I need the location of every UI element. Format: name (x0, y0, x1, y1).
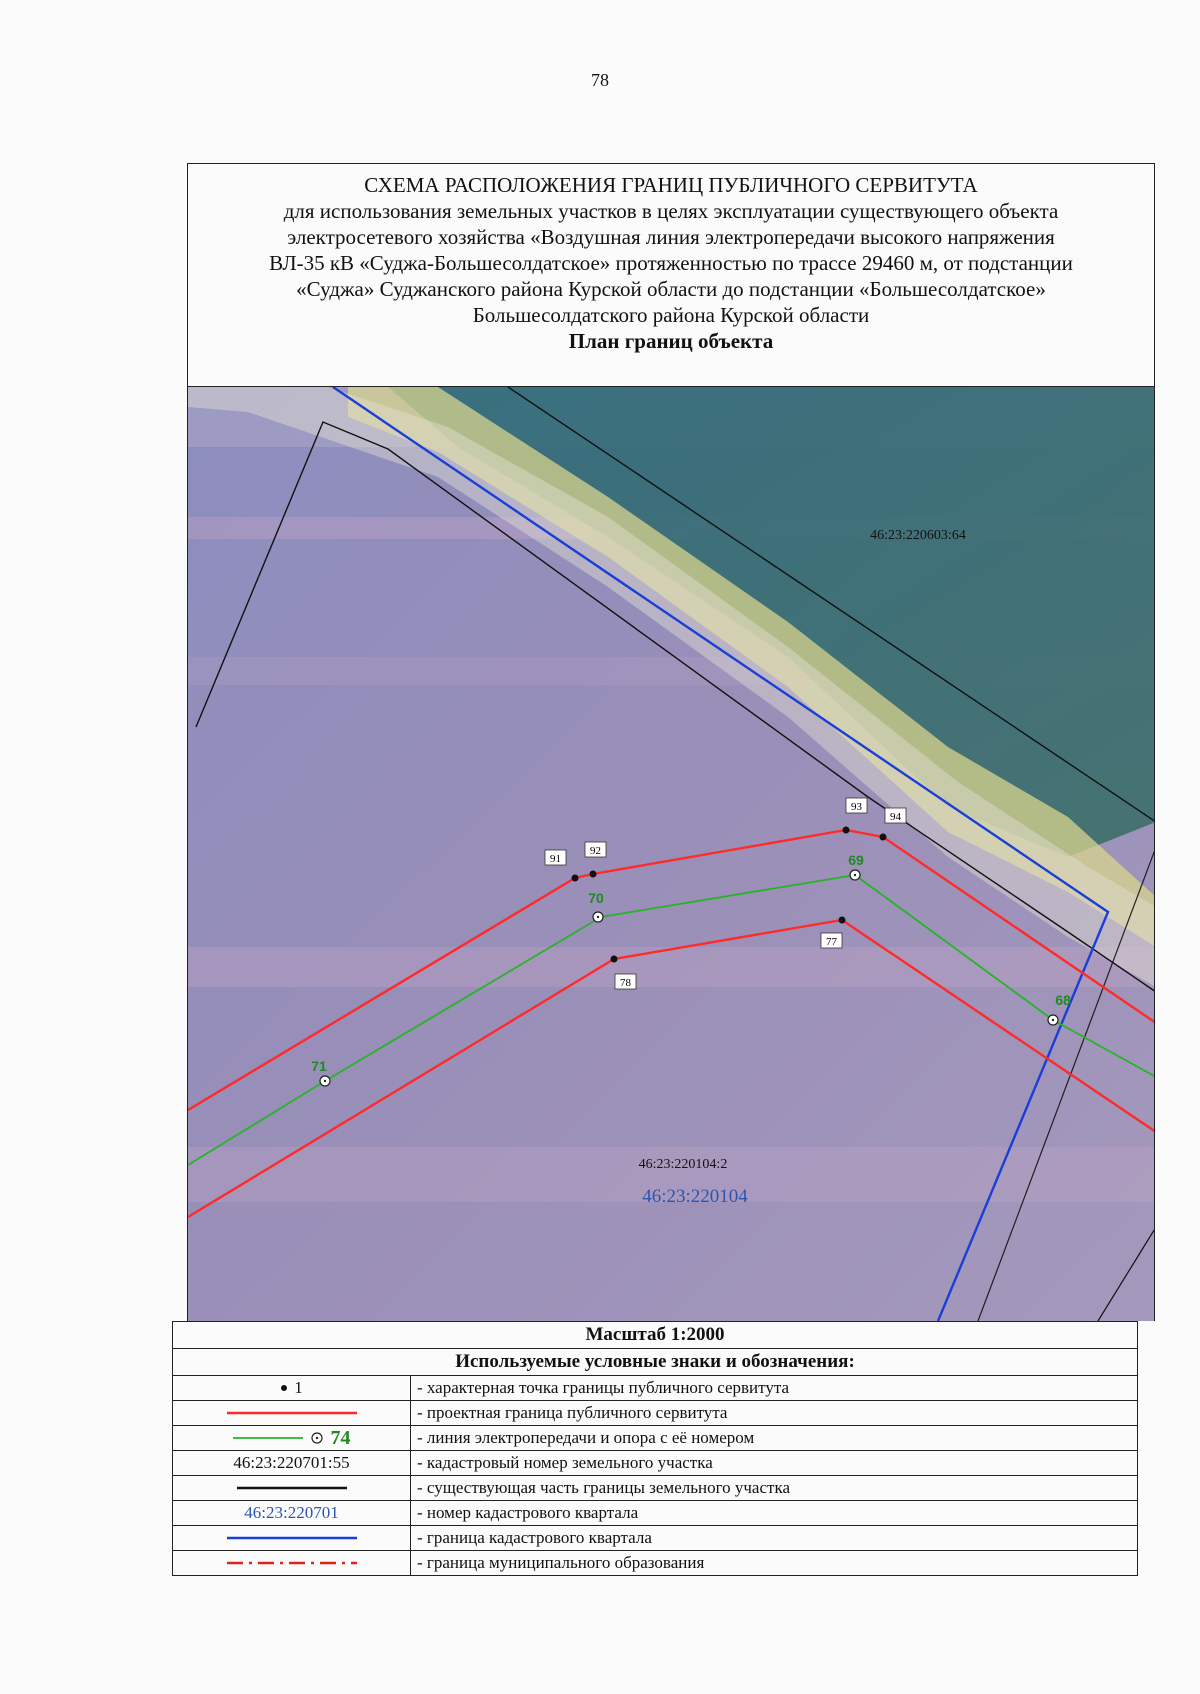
legend-heading: Используемые условные знаки и обозначения: (173, 1349, 1138, 1376)
legend-row (173, 1376, 1138, 1401)
boundary-point-icon (280, 1384, 288, 1392)
title-line: «Суджа» Суджанского района Курской области до подстанции «Большесолдатское» (296, 277, 1046, 301)
scale-label: Масштаб 1:2000 (173, 1322, 1138, 1349)
legend-description: - существующая часть границы земельного участка (411, 1476, 1138, 1501)
legend-description: - номер кадастрового квартала (411, 1501, 1138, 1526)
title-line: Большесолдатского района Курской области (472, 303, 870, 327)
quarter-label: 46:23:220104 (642, 1186, 748, 1207)
title-line: для использования земельных участков в целях эксплуатации существующего объекта (283, 199, 1059, 223)
point-label-77 (821, 933, 842, 948)
boundary-point-91 (572, 875, 579, 882)
municipal-boundary-line-icon (227, 1558, 357, 1568)
svg-text:78: 78 (620, 977, 631, 989)
legend-description: - граница кадастрового квартала (411, 1526, 1138, 1551)
power-line-icon (233, 1433, 303, 1443)
point-label-92 (585, 842, 606, 857)
legend-description: - кадастровый номер земельного участка (411, 1451, 1138, 1476)
legend-row (173, 1451, 1138, 1476)
boundary-point-78 (611, 956, 618, 963)
map-view[interactable] (187, 387, 1155, 1321)
point-label-94 (885, 808, 906, 823)
legend-row (173, 1526, 1138, 1551)
boundary-point-94 (880, 834, 887, 841)
legend-symbol-text: 46:23:220701:55 (173, 1451, 411, 1476)
legend-description: - линия электропередачи и опора с её номером (411, 1426, 1138, 1451)
quarter-boundary-line-icon (227, 1533, 357, 1543)
parcel-boundary-line-icon (237, 1483, 347, 1493)
title-line: СХЕМА РАСПОЛОЖЕНИЯ ГРАНИЦ ПУБЛИЧНОГО СЕРВИТУТА (364, 173, 978, 197)
svg-text:91: 91 (550, 853, 561, 865)
legend-symbol-text: 1 (294, 1378, 303, 1397)
legend-row (173, 1401, 1138, 1426)
servitude-line-icon (227, 1408, 357, 1418)
parcel-label-220603-64: 46:23:220603:64 (870, 528, 966, 543)
legend-row (173, 1426, 1138, 1451)
plan-subtitle: План границ объекта (568, 329, 774, 353)
legend-description: - граница муниципального образования (411, 1551, 1138, 1576)
tower-icon (309, 1430, 325, 1446)
svg-text:68: 68 (1055, 992, 1071, 1008)
legend-description: - характерная точка границы публичного сервитута (411, 1376, 1138, 1401)
title-block (187, 163, 1155, 387)
legend-symbol-text: 46:23:220701 (173, 1501, 411, 1526)
title-line: электросетевого хозяйства «Воздушная линия электропередачи высокого напряжения (287, 225, 1055, 249)
svg-text:69: 69 (848, 852, 864, 868)
legend-description: - проектная граница публичного сервитута (411, 1401, 1138, 1426)
svg-text:93: 93 (851, 801, 862, 813)
map-canvas (188, 387, 1155, 1321)
point-label-91 (545, 850, 566, 865)
point-label-93 (846, 798, 867, 813)
legend-table (172, 1321, 1138, 1576)
point-label-78 (615, 974, 636, 989)
legend-row (173, 1551, 1138, 1576)
legend-row (173, 1476, 1138, 1501)
boundary-point-93 (843, 827, 850, 834)
legend-symbol-text: 74 (330, 1426, 351, 1449)
legend-row (173, 1501, 1138, 1526)
title-line: ВЛ-35 кВ «Суджа-Большесолдатское» протяженностью по трассе 29460 м, от подстанции (269, 251, 1073, 275)
svg-text:94: 94 (890, 811, 901, 823)
boundary-point-77 (839, 917, 846, 924)
parcel-label-220104-2: 46:23:220104:2 (638, 1157, 728, 1172)
svg-text:70: 70 (588, 890, 604, 906)
boundary-point-92 (590, 871, 597, 878)
svg-text:71: 71 (311, 1058, 327, 1074)
page-number: 78 (591, 70, 609, 90)
svg-text:92: 92 (590, 845, 601, 857)
svg-text:77: 77 (826, 936, 837, 948)
